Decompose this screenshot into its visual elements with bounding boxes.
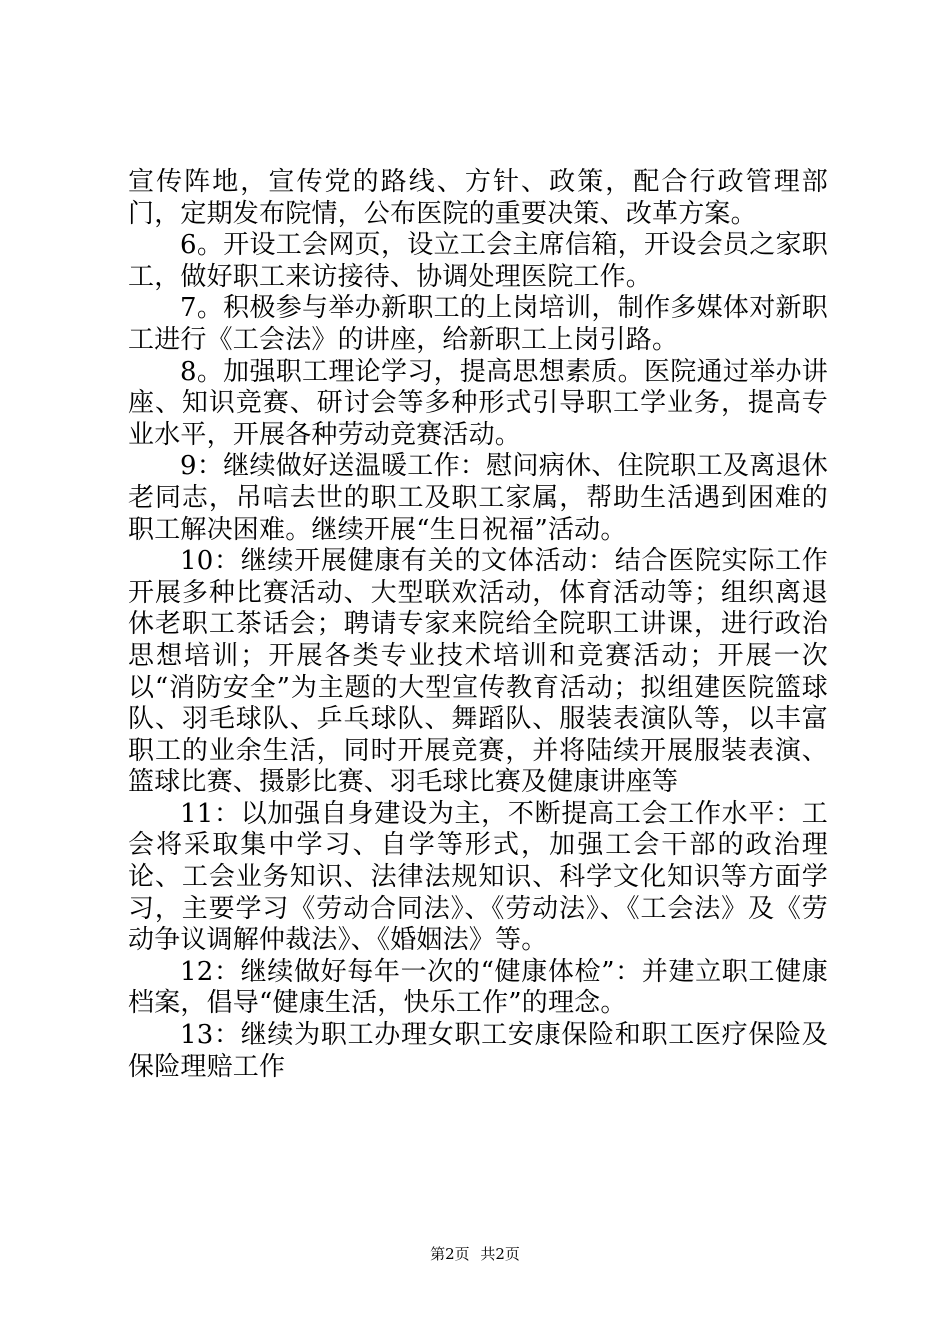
paragraph-item-8: 8。加强职工理论学习，提高思想素质。医院通过举办讲座、知识竞赛、研讨会等多种形式引导职工学业务，提高专业水平，开展各种劳动竞赛活动。 (128, 356, 828, 450)
document-body (128, 167, 828, 1083)
paragraph-item-7: 7。积极参与举办新职工的上岗培训，制作多媒体对新职工进行《工会法》的讲座，给新职工上岗引路。 (128, 293, 828, 355)
page-footer (0, 1244, 950, 1264)
paragraph-item-9: 9：继续做好送温暖工作：慰问病休、住院职工及离退休老同志，吊唁去世的职工及职工家属，帮助生活遇到困难的职工解决困难。继续开展“生日祝福”活动。 (128, 451, 828, 545)
page-number-total: 共2页 (480, 1245, 520, 1263)
paragraph-item-10: 10：继续开展健康有关的文体活动：结合医院实际工作开展多种比赛活动、大型联欢活动，体育活动等；组织离退休老职工茶话会；聘请专家来院给全院职工讲课，进行政治思想培训；开展各类专业技术培训和竞赛活动；开展一次以“消防安全”为主题的大型宣传教育活动；拟组建医院篮球队、羽毛球队、乒乓球队、舞蹈队、服装表演队等，以丰富职工的业余生活，同时开展竞赛，并将陆续开展服装表演、篮球比赛、摄影比赛、羽毛球比赛及健康讲座等 (128, 546, 828, 798)
page-number-current: 第2页 (430, 1245, 470, 1263)
paragraph-continuation: 宣传阵地，宣传党的路线、方针、政策，配合行政管理部门，定期发布院情，公布医院的重要决策、改革方案。 (128, 167, 828, 229)
paragraph-item-13: 13：继续为职工办理女职工安康保险和职工医疗保险及保险理赔工作 (128, 1020, 828, 1082)
paragraph-item-12: 12：继续做好每年一次的“健康体检”：并建立职工健康档案，倡导“健康生活，快乐工作”的理念。 (128, 956, 828, 1019)
paragraph-item-6: 6。开设工会网页，设立工会主席信箱，开设会员之家职工，做好职工来访接待、协调处理医院工作。 (128, 230, 828, 292)
paragraph-item-11: 11：以加强自身建设为主，不断提高工会工作水平：工会将采取集中学习、自学等形式，加强工会干部的政治理论、工会业务知识、法律法规知识、科学文化知识等方面学习，主要学习《劳动合同法》、《劳动法》、《工会法》及《劳动争议调解仲裁法》、《婚姻法》等。 (128, 798, 828, 956)
